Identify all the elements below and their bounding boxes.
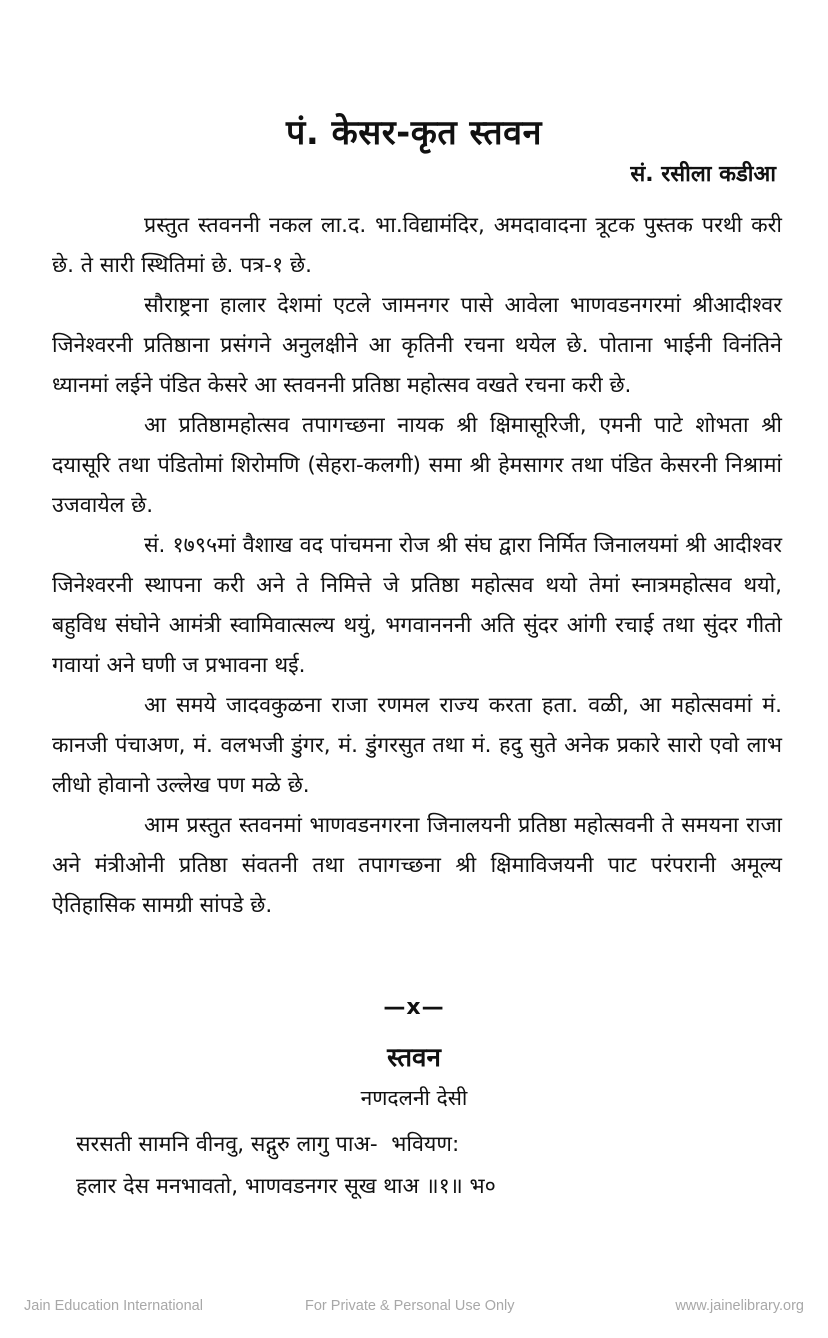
page-footer [0, 1298, 828, 1318]
stavan-verses [76, 1124, 496, 1208]
footer-publisher: Jain Education International [24, 1298, 203, 1314]
page-title: पं. केसर-कृत स्तवन [286, 113, 542, 153]
stavan-heading: स्तवन [387, 1043, 441, 1073]
article-body [52, 206, 782, 926]
paragraph: प्रस्तुत स्तवननी नकल ला.द. भा.विद्यामंदिर, अमदावादना त्रूटक पुस्तक परथी करी छे. ते सारी स्थितिमां छे. पत्र-१ छे. [52, 213, 782, 278]
editor-credit: सं. रसीला कडीआ [630, 162, 776, 187]
paragraph: सं. १७९५मां वैशाख वद पांचमना रोज श्री संघ द्वारा निर्मित जिनालयमां श्री आदीश्वर जिनेश्वरनी स्थापना करी अने ते निमित्ते जे प्रतिष्ठा महोत्सव थयो तेमां स्नात्रमहोत्सव थयो, बहुविध संघोने आमंत्री स्वामिवात्सल्य थयुं, भगवानननी अति सुंदर आंगी रचाई तथा सुंदर गीतो गवायां अने घणी ज प्रभावना थई. [52, 533, 782, 678]
paragraph: आ समये जादवकुळना राजा रणमल राज्य करता हता. वळी, आ महोत्सवमां मं. कानजी पंचाअण, मं. वलभजी डुंगर, मं. डुंगरसुत तथा मं. हदु सुते अनेक प्रकारे सारो एवो लाभ लीधो होवानो उल्लेख पण मळे छे. [52, 693, 782, 798]
paragraph: आम प्रस्तुत स्तवनमां भाणवडनगरना जिनालयनी प्रतिष्ठा महोत्सवनी ते समयना राजा अने मंत्रीओनी प्रतिष्ठा संवतनी तथा तपागच्छना श्री क्षिमाविजयनी पाट परंपरानी अमूल्य ऐतिहासिक सामग्री सांपडे छे. [52, 813, 782, 918]
paragraph: सौराष्ट्रना हालार देशमां एटले जामनगर पासे आवेला भाणवडनगरमां श्रीआदीश्वर जिनेश्वरनी प्रतिष्ठाना प्रसंगने अनुलक्षीने आ कृतिनी रचना थयेल छे. पोताना भाईनी विनंतिने ध्यानमां लईने पंडित केसरे आ स्तवननी प्रतिष्ठा महोत्सव वखते रचना करी छे. [52, 293, 782, 398]
paragraph: आ प्रतिष्ठामहोत्सव तपागच्छना नायक श्री क्षिमासूरिजी, एमनी पाटे शोभता श्री दयासूरि तथा पंडितोमां शिरोमणि (सेहरा-कलगी) समा श्री हेमसागर तथा पंडित केसरनी निश्रामां उजवायेल छे. [52, 413, 782, 518]
section-divider: —x— [383, 995, 445, 1020]
verse-line: हलार देस मनभावतो, भाणवडनगर सूख थाअ ॥१॥ भ० [76, 1174, 496, 1199]
verse-line: सरसती सामनि वीनवु, सद्गुरु लागु पाअ- भवियण: [76, 1132, 460, 1157]
footer-usage-note: For Private & Personal Use Only [305, 1298, 515, 1314]
footer-website-link[interactable]: www.jainelibrary.org [675, 1298, 804, 1314]
stavan-desi: नणदलनी देसी [360, 1086, 468, 1110]
